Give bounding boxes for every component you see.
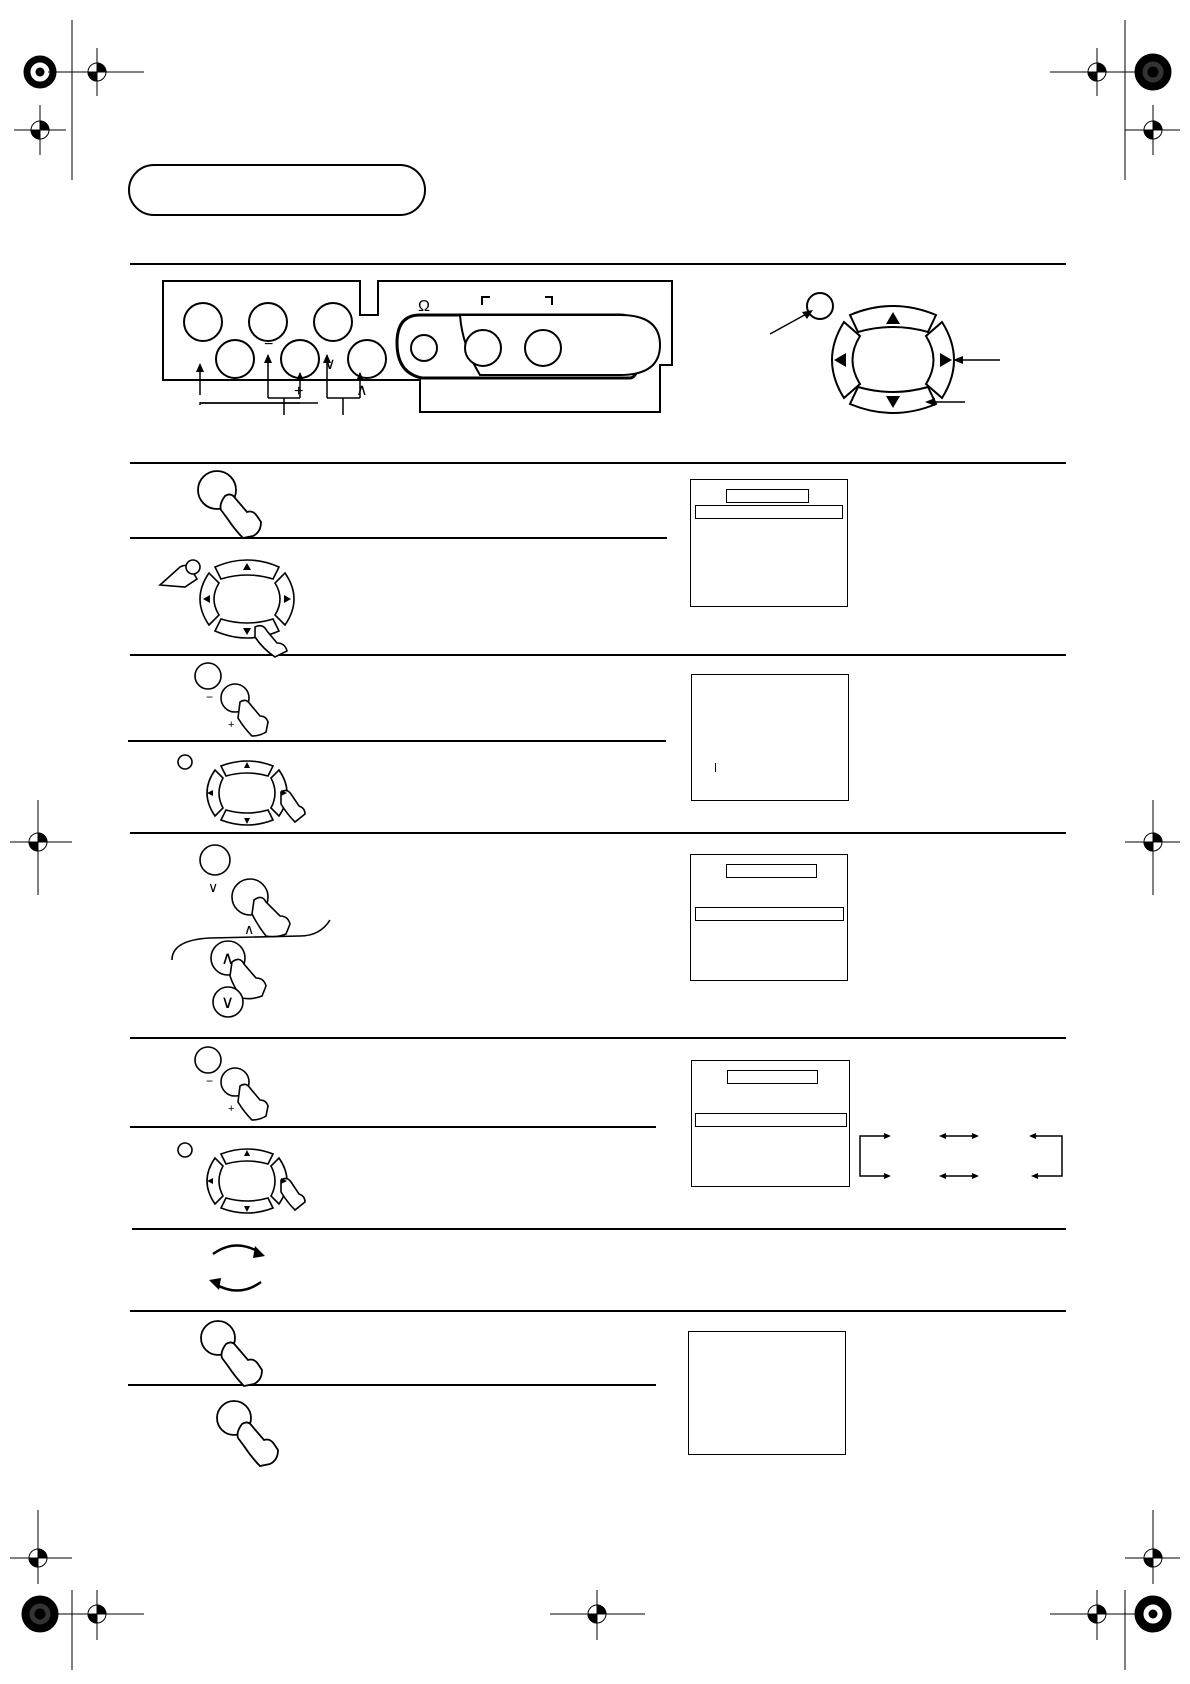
jack xyxy=(525,330,561,366)
divider xyxy=(130,1126,656,1128)
divider xyxy=(128,740,666,742)
osd-highlight-row xyxy=(695,907,844,921)
svg-text:−: − xyxy=(206,690,214,704)
registration-mark-icon xyxy=(1125,800,1180,895)
section-title-box xyxy=(128,164,426,216)
divider xyxy=(130,462,1066,464)
osd-screen-1 xyxy=(690,479,848,607)
registration-mark-icon xyxy=(550,1590,645,1640)
osd-screen-3 xyxy=(690,854,848,981)
osd-title-bar xyxy=(726,489,809,503)
step10-hand-press-icon xyxy=(216,1400,306,1470)
rotate-arrows-icon xyxy=(205,1240,275,1310)
step1-hand-press-icon xyxy=(195,470,285,540)
control-panel-diagram xyxy=(160,275,680,455)
step5-channel-buttons-icon xyxy=(170,840,320,1020)
registration-mark-icon xyxy=(10,800,72,895)
headphone-label: Ω xyxy=(418,298,430,315)
menu-button[interactable] xyxy=(807,293,833,319)
registration-mark-icon xyxy=(14,105,66,155)
osd-screen-2 xyxy=(691,674,849,801)
step7-arrow-pad-icon xyxy=(175,1140,315,1230)
osd-screen-4 xyxy=(691,1060,850,1187)
registration-mark-icon xyxy=(1050,48,1145,96)
registration-mark-icon xyxy=(1050,1590,1140,1640)
up-label: ∧ xyxy=(356,382,368,399)
panel-button[interactable] xyxy=(216,340,254,378)
divider xyxy=(130,1037,1066,1039)
divider xyxy=(130,263,1066,265)
registration-mark-icon xyxy=(1125,1510,1180,1584)
panel-button[interactable] xyxy=(314,303,352,341)
step9-hand-press-icon xyxy=(200,1320,290,1390)
registration-mark-icon xyxy=(10,1510,72,1584)
registration-mark-icon xyxy=(1135,1596,1171,1632)
step4-arrow-pad-icon xyxy=(175,752,315,842)
svg-text:∨: ∨ xyxy=(208,879,219,895)
osd-screen-5 xyxy=(688,1331,846,1455)
step3-hand-press-icon xyxy=(190,660,290,740)
step6-hand-press-icon xyxy=(190,1044,290,1124)
divider xyxy=(130,1310,1066,1312)
osd-cursor xyxy=(715,763,716,772)
headphone-jack xyxy=(411,335,437,361)
svg-text:+: + xyxy=(228,719,235,731)
osd-title-bar xyxy=(726,864,817,878)
minus-label: − xyxy=(264,336,274,353)
svg-text:+: + xyxy=(228,1103,235,1115)
registration-mark-icon xyxy=(1135,54,1171,90)
remote-arrow-pad xyxy=(760,282,1020,442)
panel-button[interactable] xyxy=(184,303,222,341)
osd-highlight-row xyxy=(695,1113,847,1127)
registration-mark-icon xyxy=(1125,105,1180,155)
svg-text:∧: ∧ xyxy=(221,948,235,968)
panel-button[interactable] xyxy=(348,340,386,378)
svg-text:−: − xyxy=(206,1074,214,1088)
osd-title-bar xyxy=(727,1070,818,1084)
registration-mark-icon xyxy=(50,1590,144,1640)
svg-text:∧: ∧ xyxy=(244,921,255,937)
registration-mark-icon xyxy=(48,48,144,96)
step2-arrow-pad-icon xyxy=(155,545,305,655)
cycle-arrows-icon xyxy=(858,1130,1068,1180)
svg-text:∨: ∨ xyxy=(221,992,235,1012)
jack xyxy=(465,330,501,366)
osd-highlight-row xyxy=(695,505,843,519)
plus-label: + xyxy=(294,383,304,400)
down-label: ∨ xyxy=(324,356,336,373)
